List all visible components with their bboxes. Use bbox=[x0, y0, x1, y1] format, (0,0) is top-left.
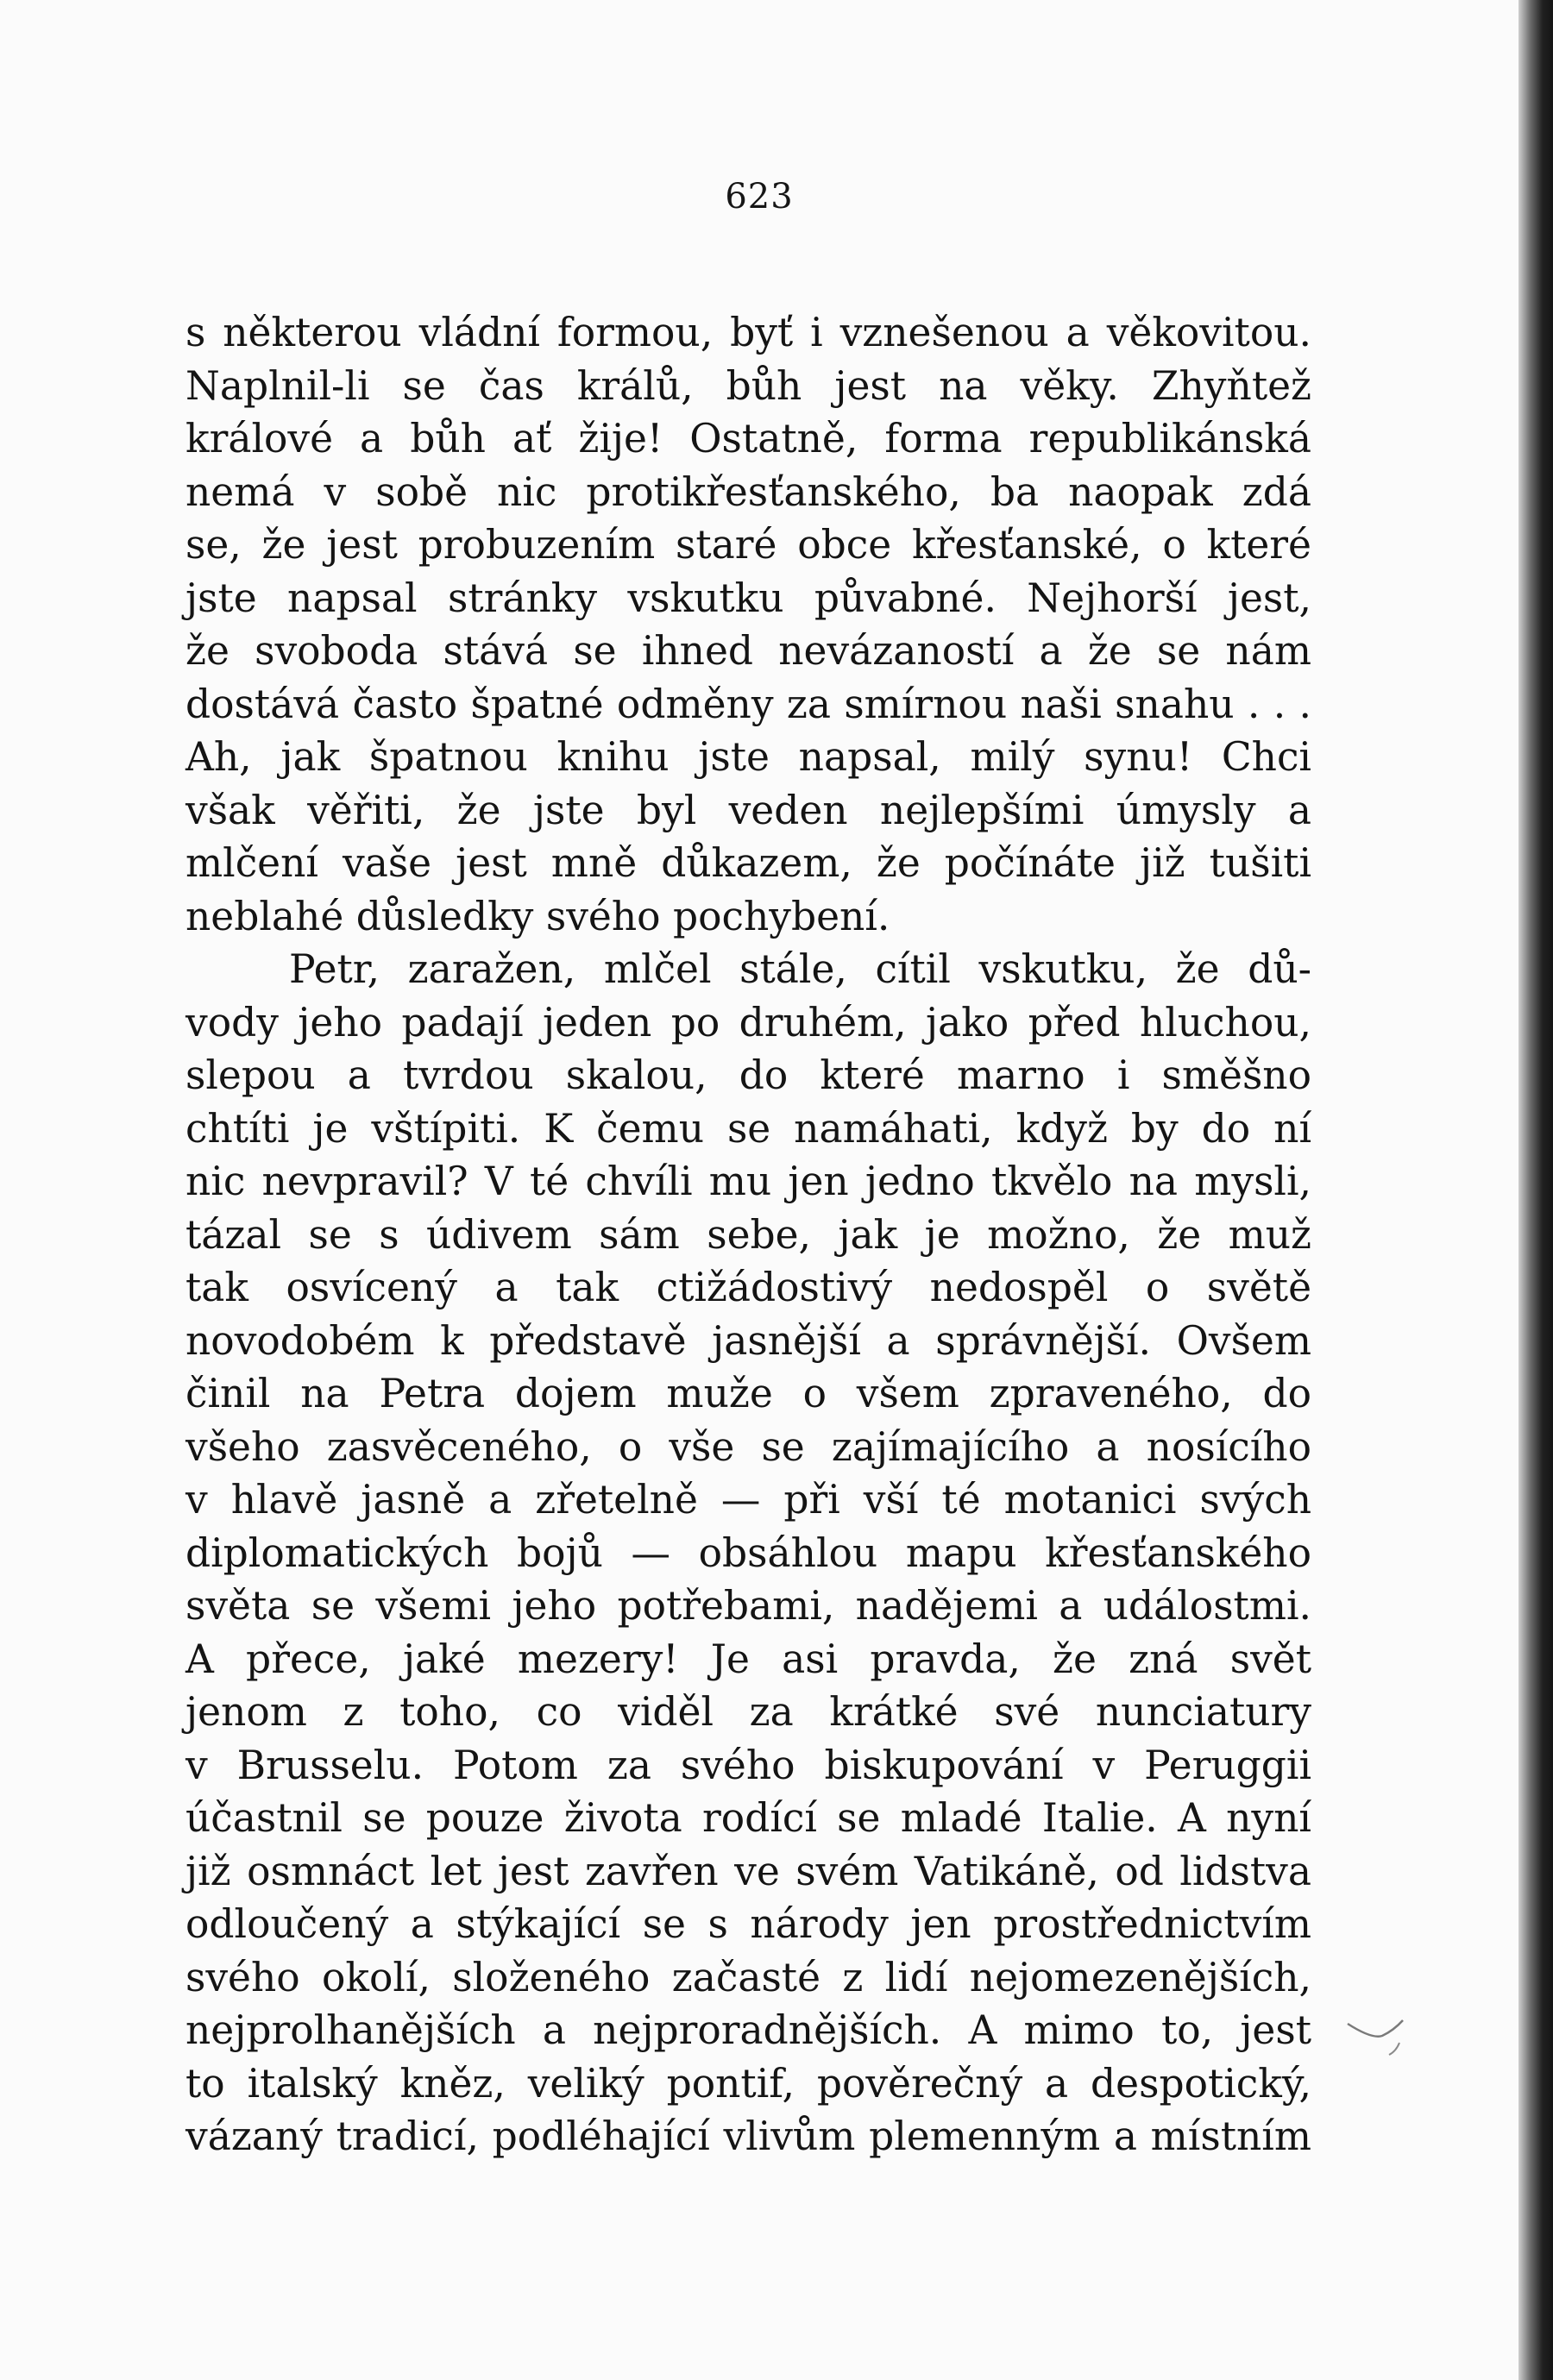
text-line: to italský kněz, veliký pontif, pověrečný a despotický, bbox=[185, 2060, 1311, 2107]
text-line: králové a bůh ať žije! Ostatně, forma republikánská bbox=[185, 416, 1311, 462]
text-line: s některou vládní formou, byť i vznešenou a věkovitou. bbox=[185, 310, 1311, 355]
page-edge-shadow bbox=[1518, 0, 1553, 2380]
body-text bbox=[185, 306, 1311, 2163]
paragraph-end-line: neblahé důsledky svého pochybení. bbox=[185, 893, 890, 939]
text-line: nemá v sobě nic protikřesťanského, ba naopak zdá bbox=[185, 468, 1311, 515]
margin-pencil-mark bbox=[1346, 2017, 1406, 2060]
text-line: nejprolhanějších a nejproradnějších. A mimo to, jest bbox=[185, 2007, 1311, 2053]
text-line: chtíti je vštípiti. K čemu se namáhati, když by do ní bbox=[185, 1105, 1311, 1152]
text-line: se, že jest probuzením staré obce křesťanské, o které bbox=[185, 522, 1311, 568]
text-line: novodobém k představě jasnější a správnější. Ovšem bbox=[185, 1317, 1311, 1364]
text-line: činil na Petra dojem muže o všem zpraveného, do bbox=[185, 1371, 1311, 1416]
text-line: účastnil se pouze života rodící se mladé Italie. A nyní bbox=[185, 1795, 1311, 1841]
text-line: jenom z toho, co viděl za krátké své nunciatury bbox=[185, 1689, 1311, 1735]
text-line: Ah, jak špatnou knihu jste napsal, milý synu! Chci bbox=[185, 734, 1311, 780]
text-line: jste napsal stránky vskutku půvabné. Nejhorší jest, bbox=[185, 575, 1311, 621]
page-number: 623 bbox=[725, 177, 794, 217]
text-line: A přece, jaké mezery! Je asi pravda, že zná svět bbox=[185, 1636, 1311, 1682]
text-line: že svoboda stává se ihned nevázaností a že se nám bbox=[185, 628, 1311, 674]
text-line: v Brusselu. Potom za svého biskupování v Peruggii bbox=[185, 1742, 1311, 1788]
text-line: slepou a tvrdou skalou, do které marno i směšno bbox=[185, 1052, 1311, 1098]
text-line: vázaný tradicí, podléhající vlivům plemenným a místním bbox=[185, 2113, 1311, 2159]
text-line: vody jeho padají jeden po druhém, jako před hluchou, bbox=[185, 999, 1311, 1046]
text-line: světa se všemi jeho potřebami, nadějemi a událostmi. bbox=[185, 1583, 1311, 1629]
text-line: v hlavě jasně a zřetelně — při vší té motanici svých bbox=[185, 1477, 1311, 1523]
text-line: odloučený a stýkající se s národy jen prostřednictvím bbox=[185, 1901, 1311, 1947]
text-line: tázal se s údivem sám sebe, jak je možno, že muž bbox=[185, 1211, 1311, 1258]
text-line: svého okolí, složeného začasté z lidí nejomezenějších, bbox=[185, 1954, 1311, 2000]
text-line: diplomatických bojů — obsáhlou mapu křesťanského bbox=[185, 1529, 1311, 1576]
text-line: tak osvícený a tak ctižádostivý nedospěl o světě bbox=[185, 1265, 1311, 1310]
text-line: nic nevpravil? V té chvíli mu jen jedno tkvělo na mysli, bbox=[185, 1159, 1311, 1204]
text-line: však věřiti, že jste byl veden nejlepšími úmysly a bbox=[185, 787, 1311, 833]
text-line: dostává často špatné odměny za smírnou naši snahu . . . bbox=[185, 681, 1311, 727]
text-line: všeho zasvěceného, o vše se zajímajícího a nosícího bbox=[185, 1423, 1311, 1470]
text-line: již osmnáct let jest zavřen ve svém Vatikáně, od lidstva bbox=[185, 1848, 1311, 1894]
paragraph-start-line: Petr, zaražen, mlčel stále, cítil vskutku, že dů- bbox=[289, 946, 1311, 992]
text-line: mlčení vaše jest mně důkazem, že počínáte již tušiti bbox=[185, 840, 1311, 886]
text-line: Naplnil-li se čas králů, bůh jest na věky. Zhyňtež bbox=[185, 362, 1311, 409]
